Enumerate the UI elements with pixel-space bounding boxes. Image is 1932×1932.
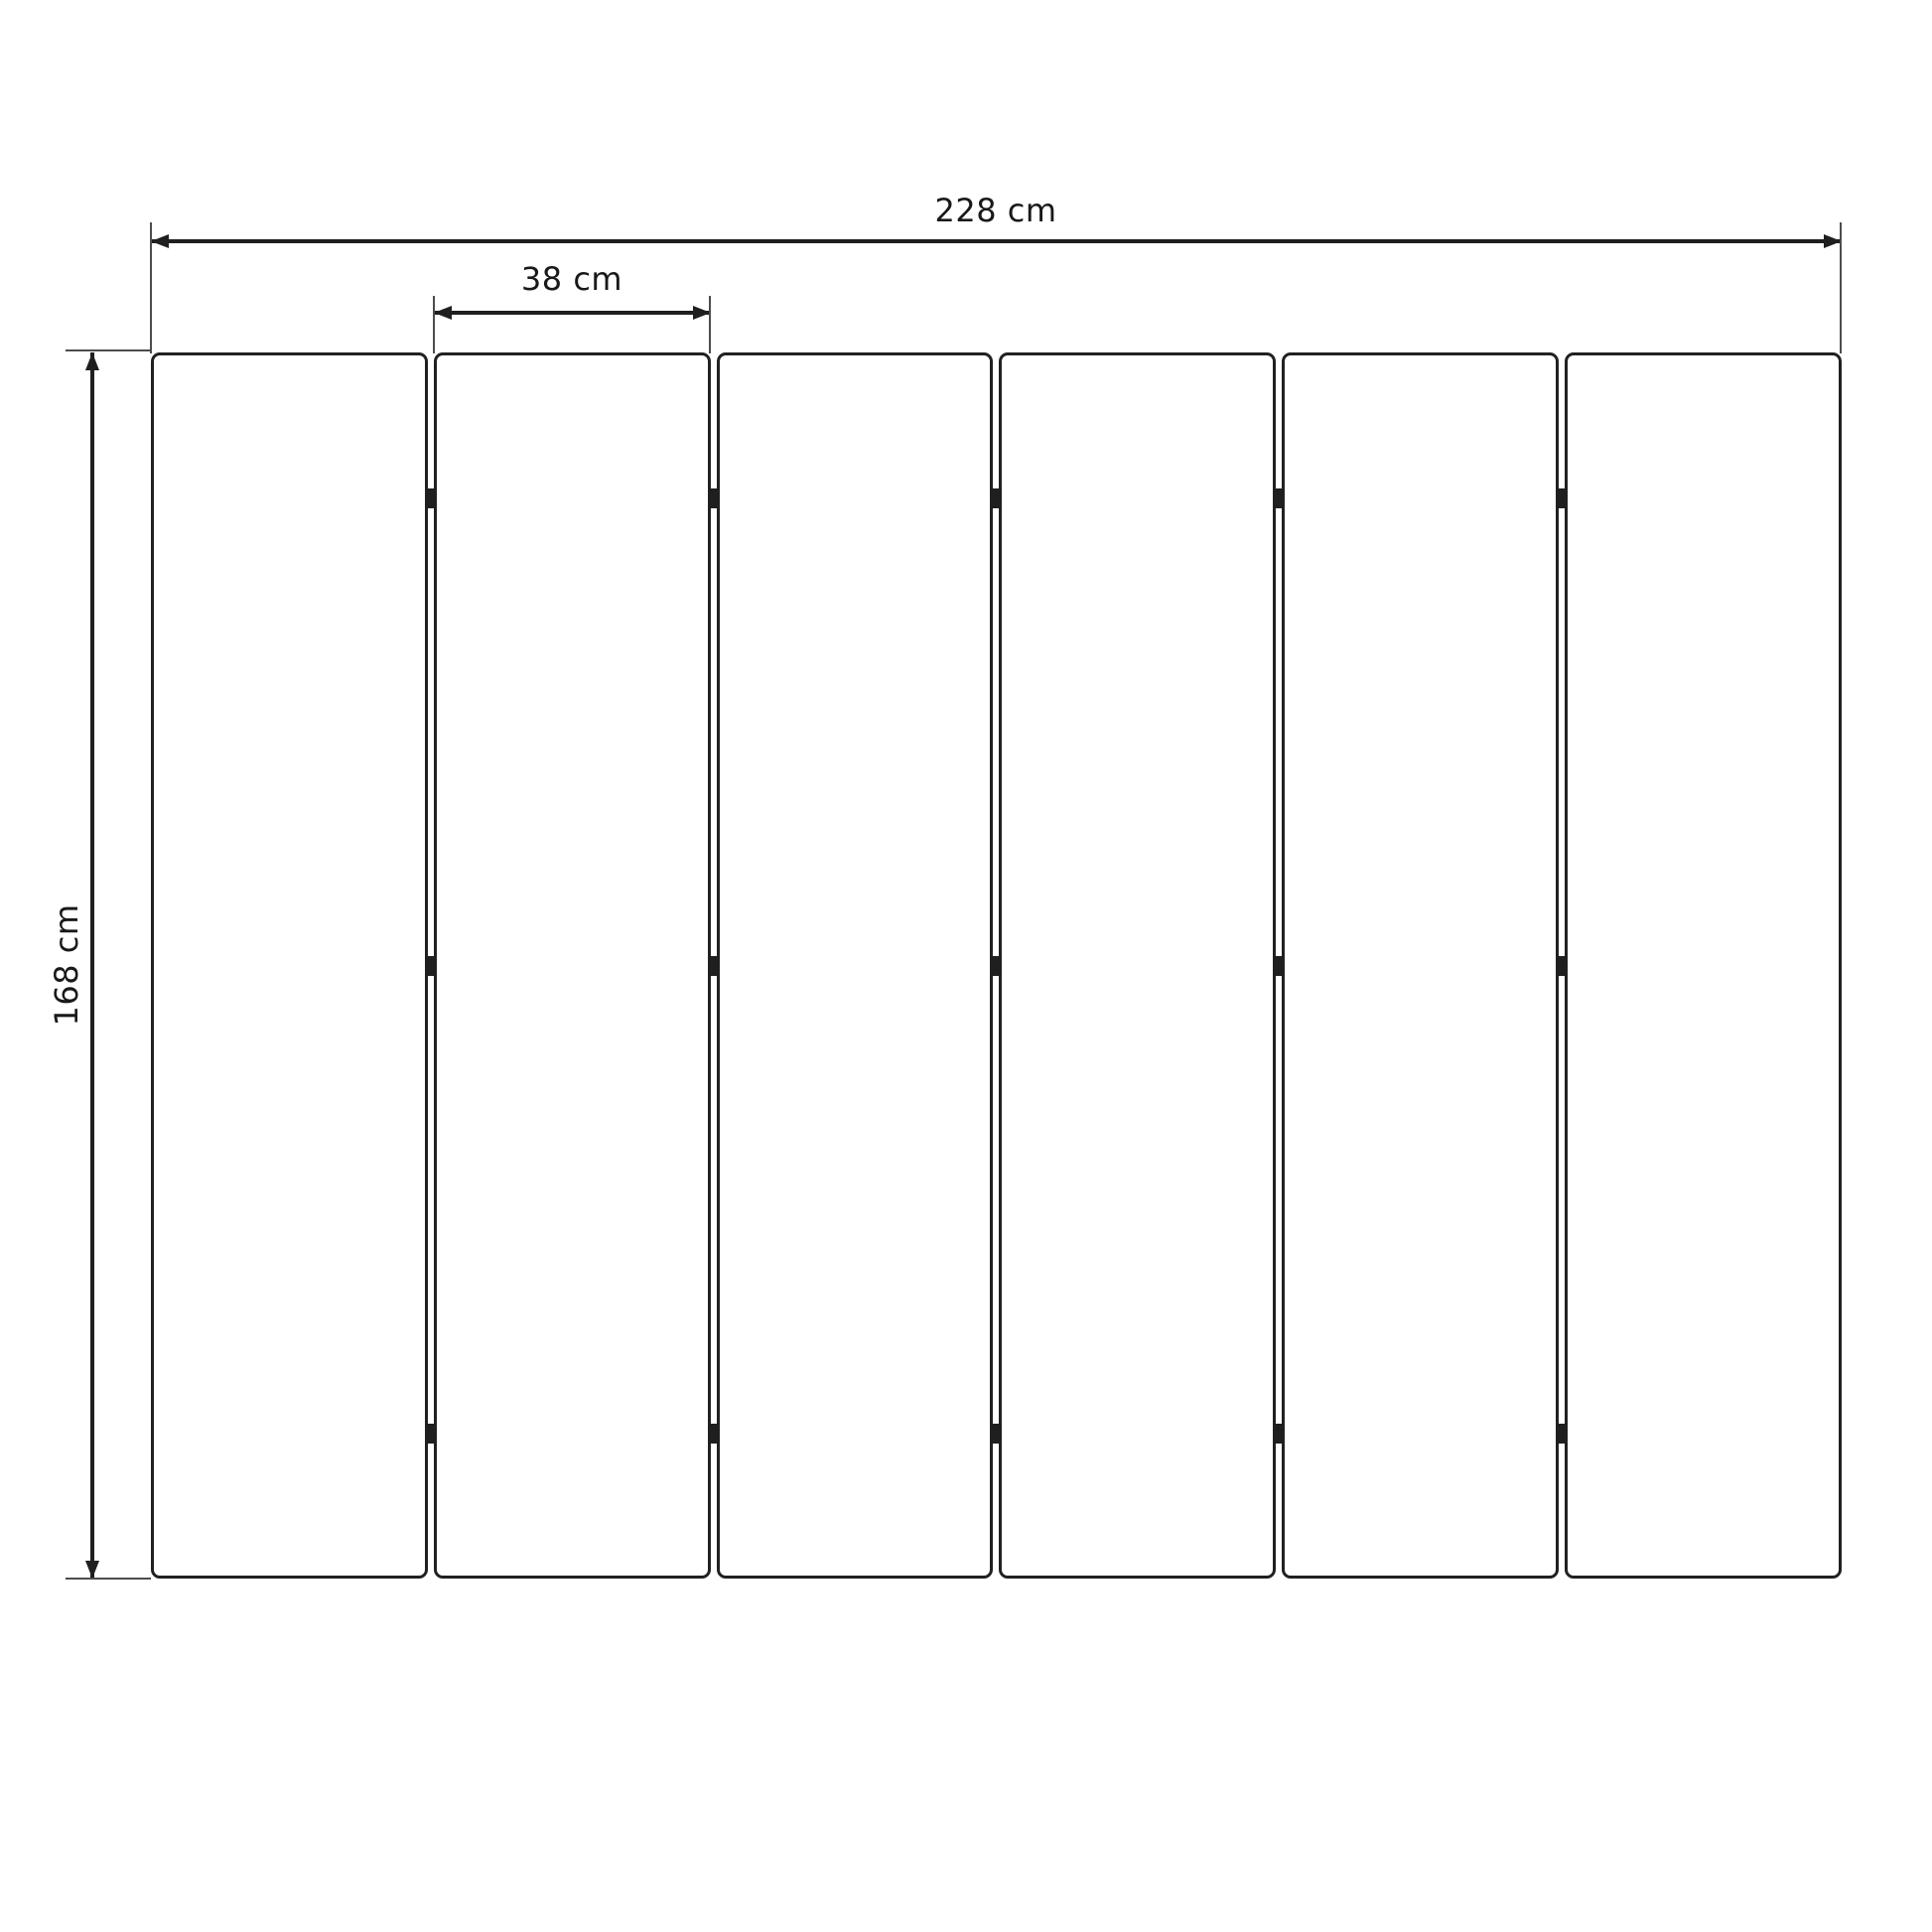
panel	[434, 352, 711, 1579]
hinge-mark	[1557, 488, 1567, 508]
hinge-mark	[709, 956, 719, 976]
total-width-dimension-line	[151, 239, 1842, 243]
extension-line	[66, 1578, 151, 1580]
panel	[717, 352, 994, 1579]
arrow-left-icon	[434, 306, 452, 320]
panel	[1565, 352, 1842, 1579]
hinge-mark	[709, 488, 719, 508]
panel	[151, 352, 428, 1579]
hinge-mark	[1274, 1424, 1284, 1444]
hinge-mark	[1557, 1424, 1567, 1444]
arrow-left-icon	[151, 234, 169, 248]
extension-line	[150, 222, 152, 353]
height-dimension-line	[90, 352, 94, 1579]
height-label: 168 cm	[48, 903, 85, 1027]
panel	[999, 352, 1276, 1579]
hinge-mark	[426, 956, 436, 976]
extension-line	[66, 349, 151, 351]
hinge-mark	[709, 1424, 719, 1444]
arrow-down-icon	[85, 1561, 99, 1579]
hinge-mark	[1557, 956, 1567, 976]
hinge-mark	[426, 1424, 436, 1444]
arrow-up-icon	[85, 352, 99, 370]
panel-row	[151, 352, 1842, 1579]
hinge-mark	[992, 488, 1002, 508]
extension-line	[1840, 222, 1842, 353]
panel	[1282, 352, 1559, 1579]
panel-width-dimension-line	[434, 311, 711, 315]
total-width-label: 228 cm	[934, 192, 1057, 229]
panel-width-label: 38 cm	[520, 260, 623, 298]
hinge-mark	[1274, 488, 1284, 508]
hinge-mark	[992, 1424, 1002, 1444]
extension-line	[709, 296, 711, 353]
hinge-mark	[426, 488, 436, 508]
hinge-mark	[992, 956, 1002, 976]
extension-line	[433, 296, 435, 353]
hinge-mark	[1274, 956, 1284, 976]
